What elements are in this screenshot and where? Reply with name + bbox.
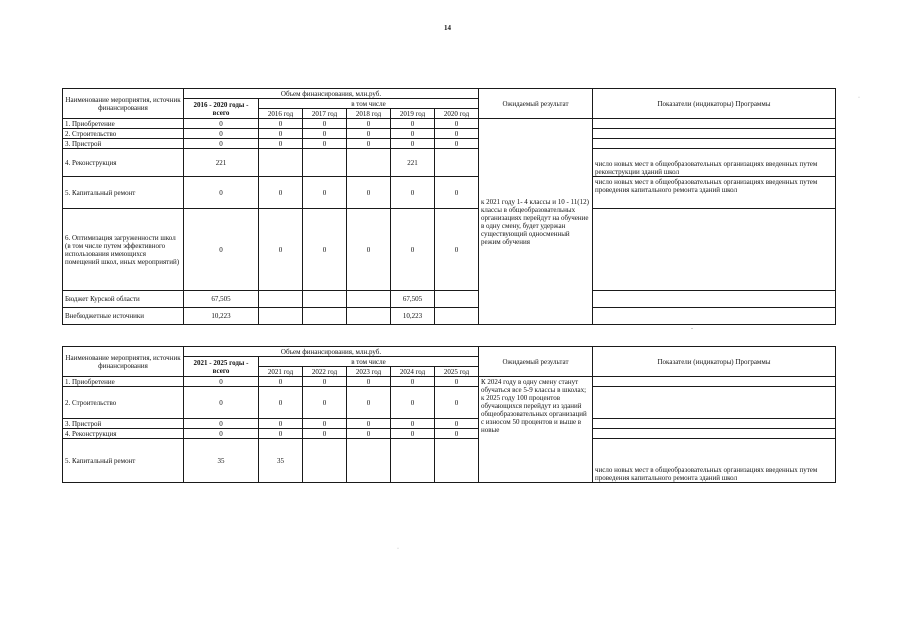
header-total: 2016 - 2020 годы - всего (184, 99, 259, 119)
table-row (63, 419, 836, 429)
row-year-value (303, 149, 347, 177)
indicator-repair: число новых мест в общеобразовательных организациях введенных путем проведения капитального ремонта зданий школ (593, 177, 836, 209)
row-year-value: 67,505 (391, 291, 435, 308)
row-year-value: 0 (435, 119, 479, 129)
row-year-value: 0 (435, 429, 479, 439)
row-total: 0 (184, 177, 259, 209)
financing-table-2016-2020 (62, 88, 836, 325)
row-total: 10,223 (184, 308, 259, 325)
indicator-cell (593, 119, 836, 129)
header-year: 2018 год (347, 109, 391, 119)
row-year-value: 0 (259, 129, 303, 139)
row-total: 0 (184, 139, 259, 149)
row-total: 35 (184, 439, 259, 483)
row-year-value: 0 (347, 209, 391, 291)
row-name: 1. Приобретение (63, 119, 184, 129)
header-including: в том числе (259, 357, 479, 367)
row-total: 0 (184, 419, 259, 429)
header-name-col: Наименование мероприятия, источник финансирования (63, 347, 184, 377)
row-year-value: 0 (391, 377, 435, 387)
row-year-value: 0 (435, 419, 479, 429)
row-year-value: 0 (435, 209, 479, 291)
row-year-value: 0 (347, 177, 391, 209)
row-name: 4. Реконструкция (63, 149, 184, 177)
row-total: 221 (184, 149, 259, 177)
row-year-value: 0 (347, 387, 391, 419)
header-year: 2019 год (391, 109, 435, 119)
row-year-value: 0 (347, 139, 391, 149)
header-year: 2025 год (435, 367, 479, 377)
row-year-value: 0 (435, 139, 479, 149)
row-year-value: 0 (303, 387, 347, 419)
table-row (63, 429, 836, 439)
header-volume-title: Объем финансирования, млн.руб. (184, 347, 479, 357)
row-year-value: 0 (259, 139, 303, 149)
indicator-cell (593, 419, 836, 429)
row-year-value: 0 (391, 177, 435, 209)
table-row (63, 129, 836, 139)
scan-speck: · (397, 546, 399, 552)
table-row (63, 209, 836, 291)
indicator-cell (593, 129, 836, 139)
row-year-value: 0 (259, 209, 303, 291)
table-row (63, 177, 836, 209)
header-indicators: Показатели (индикаторы) Программы (593, 347, 836, 377)
header-year: 2020 год (435, 109, 479, 119)
row-year-value: 0 (347, 429, 391, 439)
page-number: 14 (444, 24, 451, 32)
row-year-value: 0 (435, 129, 479, 139)
header-expected-result: Ожидаемый результат (479, 89, 593, 119)
row-year-value: 0 (303, 209, 347, 291)
indicator-cell (593, 387, 836, 419)
header-indicators: Показатели (индикаторы) Программы (593, 89, 836, 119)
header-total: 2021 - 2025 годы - всего (184, 357, 259, 377)
table-row (63, 308, 836, 325)
header-year: 2021 год (259, 367, 303, 377)
table-row (63, 119, 836, 129)
scan-speck: - (691, 326, 693, 332)
row-year-value (347, 308, 391, 325)
row-total: 0 (184, 129, 259, 139)
row-year-value: 0 (391, 387, 435, 419)
financing-table-2021-2025 (62, 346, 836, 483)
scan-speck: · (858, 95, 860, 101)
row-year-value (259, 308, 303, 325)
row-year-value (435, 149, 479, 177)
row-year-value: 0 (259, 419, 303, 429)
row-year-value: 0 (391, 129, 435, 139)
header-year: 2022 год (303, 367, 347, 377)
table-row (63, 439, 836, 483)
row-total: 0 (184, 377, 259, 387)
row-year-value: 10,223 (391, 308, 435, 325)
row-year-value (347, 439, 391, 483)
row-year-value: 0 (435, 387, 479, 419)
row-year-value: 0 (303, 177, 347, 209)
indicator-cell (593, 139, 836, 149)
row-year-value: 0 (303, 419, 347, 429)
row-year-value: 0 (347, 129, 391, 139)
row-year-value: 0 (347, 119, 391, 129)
row-year-value (435, 291, 479, 308)
header-expected-result: Ожидаемый результат (479, 347, 593, 377)
row-name: 3. Пристрой (63, 139, 184, 149)
row-total: 0 (184, 119, 259, 129)
row-name: Бюджет Курской области (63, 291, 184, 308)
indicator-cell (593, 291, 836, 308)
row-year-value (435, 308, 479, 325)
row-year-value (391, 439, 435, 483)
header-including: в том числе (259, 99, 479, 109)
indicator-cell (593, 429, 836, 439)
expected-result-text: К 2024 году в одну смену станут обучаться все 5-9 классы в школах; к 2025 году 100 процентов обучающихся перейдут из зданий общеобразовательных организаций с износом 50 процентов и выше в новые (479, 377, 593, 483)
row-year-value: 0 (435, 377, 479, 387)
row-year-value: 0 (347, 377, 391, 387)
indicator-repair: число новых мест в общеобразовательных организациях введенных путем проведения капитального ремонта зданий школ (593, 439, 836, 483)
row-year-value: 0 (435, 177, 479, 209)
row-name: 5. Капитальный ремонт (63, 439, 184, 483)
row-year-value: 0 (303, 119, 347, 129)
indicator-cell (593, 209, 836, 291)
row-year-value: 0 (391, 119, 435, 129)
header-name-col: Наименование мероприятия, источник финансирования (63, 89, 184, 119)
header-year: 2023 год (347, 367, 391, 377)
table-row (63, 291, 836, 308)
row-name: 4. Реконструкция (63, 429, 184, 439)
header-year: 2016 год (259, 109, 303, 119)
row-year-value: 0 (303, 129, 347, 139)
row-year-value: 0 (303, 429, 347, 439)
indicator-cell (593, 308, 836, 325)
row-name: 6. Оптимизация загруженности школ (в том числе путем эффективного использования имеющихся помещений школ, иных мероприятий) (63, 209, 184, 291)
row-year-value (303, 308, 347, 325)
header-volume-title: Объем финансирования, млн.руб. (184, 89, 479, 99)
table-row (63, 377, 836, 387)
row-year-value: 0 (391, 209, 435, 291)
row-name: 5. Капитальный ремонт (63, 177, 184, 209)
row-total: 0 (184, 387, 259, 419)
row-year-value: 35 (259, 439, 303, 483)
row-total: 67,505 (184, 291, 259, 308)
row-year-value: 0 (391, 139, 435, 149)
table-row (63, 387, 836, 419)
row-year-value (303, 291, 347, 308)
header-year: 2024 год (391, 367, 435, 377)
row-total: 0 (184, 429, 259, 439)
row-year-value (435, 439, 479, 483)
row-year-value: 0 (303, 377, 347, 387)
row-year-value: 0 (259, 429, 303, 439)
row-name: 2. Строительство (63, 129, 184, 139)
row-year-value (347, 149, 391, 177)
row-year-value (259, 149, 303, 177)
table-row (63, 149, 836, 177)
row-year-value (303, 439, 347, 483)
row-year-value: 0 (259, 177, 303, 209)
row-year-value: 0 (259, 119, 303, 129)
row-name: 1. Приобретение (63, 377, 184, 387)
row-year-value (347, 291, 391, 308)
row-year-value: 221 (391, 149, 435, 177)
row-year-value: 0 (391, 429, 435, 439)
row-name: Внебюджетные источники (63, 308, 184, 325)
row-year-value: 0 (347, 419, 391, 429)
indicator-cell (593, 377, 836, 387)
row-total: 0 (184, 209, 259, 291)
row-year-value: 0 (259, 377, 303, 387)
header-year: 2017 год (303, 109, 347, 119)
row-name: 3. Пристрой (63, 419, 184, 429)
indicator-reconstruction: число новых мест в общеобразовательных организациях введенных путем реконструкции зданий школ (593, 149, 836, 177)
row-year-value: 0 (259, 387, 303, 419)
row-year-value: 0 (303, 139, 347, 149)
row-year-value (259, 291, 303, 308)
table-row (63, 139, 836, 149)
expected-result-text: к 2021 году 1- 4 классы и 10 - 11(12) классы в общеобразовательных организациях перейдут на обучение в одну смену, будет удержан существующий односменный режим обучения (479, 119, 593, 325)
row-name: 2. Строительство (63, 387, 184, 419)
row-year-value: 0 (391, 419, 435, 429)
